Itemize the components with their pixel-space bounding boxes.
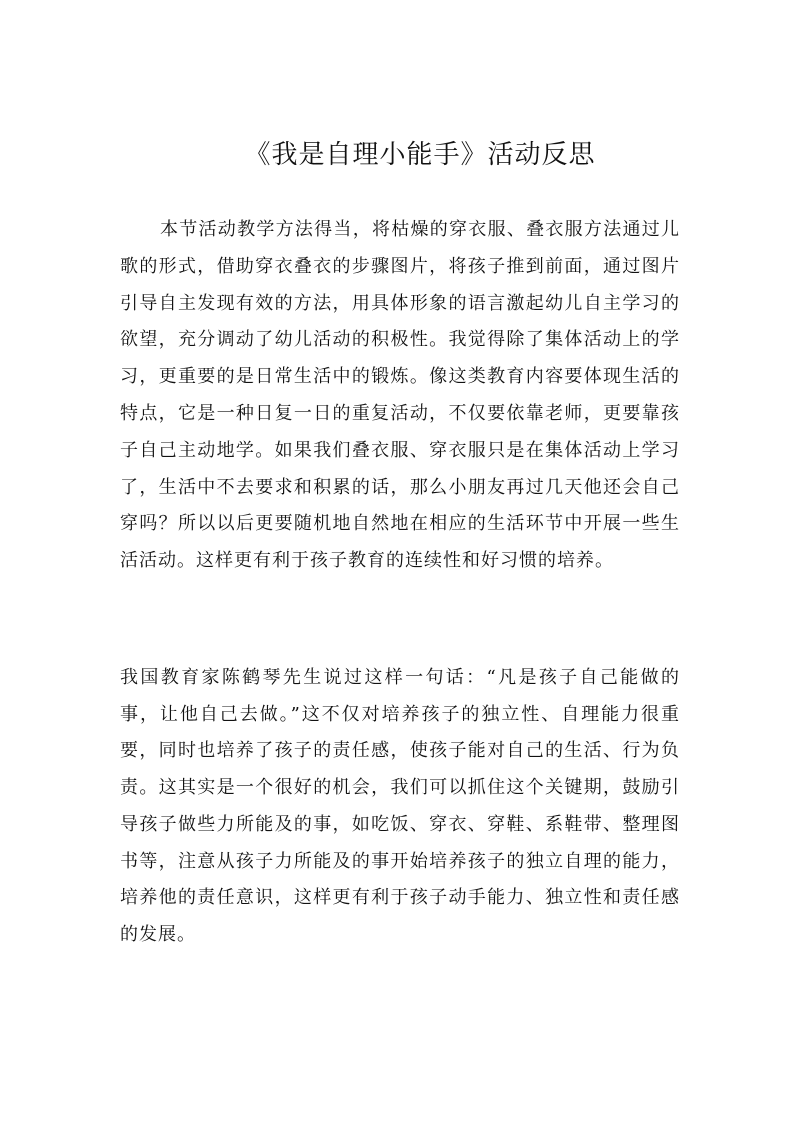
paragraph-1: 本节活动教学方法得当，将枯燥的穿衣服、叠衣服方法通过儿歌的形式，借助穿衣叠衣的步骤图片，将孩子推到前面，通过图片引导自主发现有效的方法，用具体形象的语言激起幼儿自主学习的欲望，充分调动了幼儿活动的积极性。我觉得除了集体活动上的学习，更重要的是日常生活中的锻炼。像这类教育内容要体现生活的特点，它是一种日复一日的重复活动，不仅要依靠老师，更要靠孩子自己主动地学。如果我们叠衣服、穿衣服只是在集体活动上学习了，生活中不去要求和积累的话，那么小朋友再过几天他还会自己穿吗？所以以后更要随机地自然地在相应的生活环节中开展一些生活活动。这样更有利于孩子教育的连续性和好习惯的培养。	[120, 219, 680, 572]
document-title: 《我是自理小能手》活动反思	[244, 140, 596, 170]
paragraph-2: 我国教育家陈鹤琴先生说过这样一句话：“凡是孩子自己能做的事，让他自己去做。”这不仅对培养孩子的独立性、自理能力很重要，同时也培养了孩子的责任感，使孩子能对自己的生活、行为负责。这其实是一个很好的机会，我们可以抓住这个关键期，鼓励引导孩子做些力所能及的事，如吃饭、穿衣、穿鞋、系鞋带、整理图书等，注意从孩子力所能及的事开始培养孩子的独立自理的能力，培养他的责任意识，这样更有利于孩子动手能力、独立性和责任感的发展。	[120, 667, 680, 945]
